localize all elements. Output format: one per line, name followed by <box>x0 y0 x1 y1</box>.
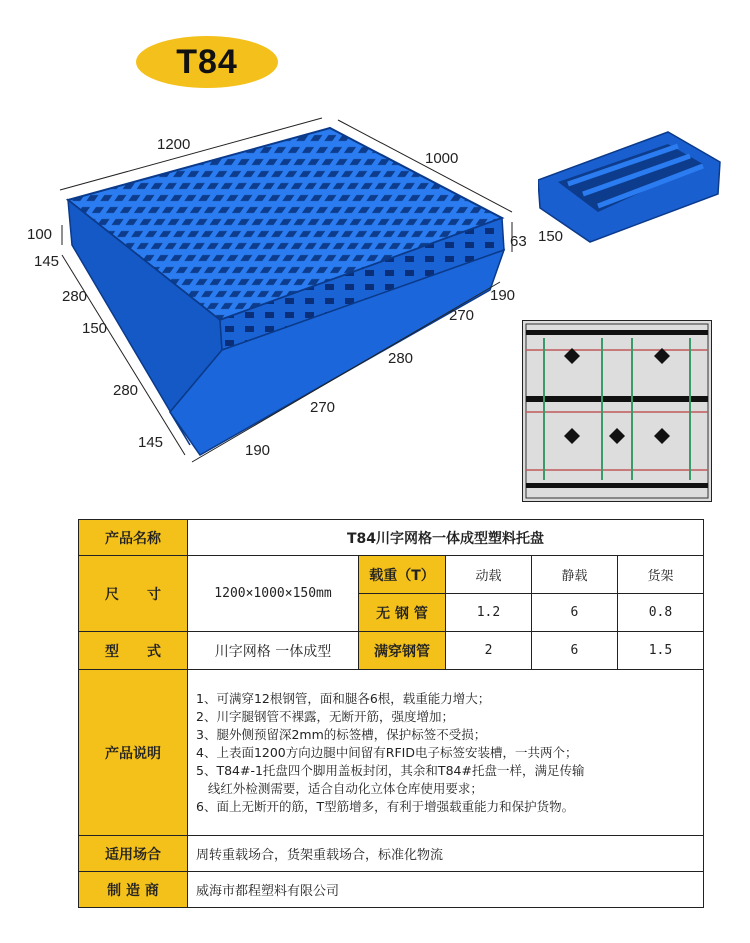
maker-label: 制 造 商 <box>79 872 188 908</box>
dim-left-height: 100 <box>27 226 53 243</box>
no-pipe-rack: 0.8 <box>617 594 703 632</box>
usage-label: 适用场合 <box>79 836 188 872</box>
full-pipe-static: 6 <box>531 632 617 670</box>
dim-left-span-4: 280 <box>113 382 139 399</box>
product-name-label: 产品名称 <box>79 520 188 556</box>
table-row-type <box>79 632 704 670</box>
maker-value: 威海市都程塑料有限公司 <box>188 872 704 908</box>
size-value: 1200×1000×150mm <box>188 556 359 632</box>
size-label: 尺 寸 <box>79 556 188 632</box>
dim-front-span-5: 190 <box>490 287 516 304</box>
pallet-xray-thumbnail <box>522 320 712 502</box>
desc-line: 3、腿外侧预留深2mm的标签槽，保护标签不受损； <box>196 726 487 742</box>
desc-line: 2、川字腿钢管不裸露，无断开筋，强度增加； <box>196 708 454 724</box>
full-pipe-label: 满穿钢管 <box>359 632 446 670</box>
load-header-static: 静载 <box>531 556 617 594</box>
load-label: 载重（T） <box>359 556 446 594</box>
dim-right-height-b: 150 <box>538 228 564 245</box>
dim-front-span-4: 270 <box>449 307 475 324</box>
load-header-dynamic: 动载 <box>446 556 532 594</box>
table-row-size <box>79 556 704 594</box>
dim-top-length: 1200 <box>157 136 191 153</box>
dim-front-span-3: 280 <box>388 350 414 367</box>
dim-left-span-1: 145 <box>34 253 60 270</box>
no-pipe-dynamic: 1.2 <box>446 594 532 632</box>
product-name-value: T84川字网格一体成型塑料托盘 <box>188 520 704 556</box>
dim-left-span-2: 280 <box>62 288 88 305</box>
dim-left-span-3: 150 <box>82 320 108 337</box>
full-pipe-rack: 1.5 <box>617 632 703 670</box>
table-row-maker <box>79 872 704 908</box>
dim-front-span-1: 190 <box>245 442 271 459</box>
model-badge: T84 <box>136 36 278 88</box>
desc-line: 1、可满穿12根钢管，面和腿各6根，载重能力增大； <box>196 690 491 706</box>
pallet-underside-thumbnail <box>538 122 728 272</box>
table-row-usage <box>79 836 704 872</box>
dim-right-height-a: 63 <box>510 233 527 250</box>
usage-value: 周转重载场合，货架重载场合，标准化物流 <box>188 836 704 872</box>
desc-line: 5、T84#-1托盘四个脚用盖板封闭，其余和T84#托盘一样，满足传输 <box>196 762 585 778</box>
full-pipe-dynamic: 2 <box>446 632 532 670</box>
dim-front-span-2: 270 <box>310 399 336 416</box>
spec-table <box>78 519 704 908</box>
type-value: 川字网格 一体成型 <box>188 632 359 670</box>
desc-line: 4、上表面1200方向边腿中间留有RFID电子标签安装槽，一共两个； <box>196 744 578 760</box>
desc-line: 线红外检测需要，适合自动化立体仓库使用要求； <box>196 780 483 796</box>
dim-left-span-5: 145 <box>138 434 164 451</box>
table-row-description <box>79 670 704 836</box>
no-pipe-label: 无 钢 管 <box>359 594 446 632</box>
description-label: 产品说明 <box>79 670 188 836</box>
no-pipe-static: 6 <box>531 594 617 632</box>
table-row-title <box>79 520 704 556</box>
dim-top-width: 1000 <box>425 150 459 167</box>
type-label: 型 式 <box>79 632 188 670</box>
desc-line: 6、面上无断开的筋，T型筋增多，有利于增强载重能力和保护货物。 <box>196 798 575 814</box>
description-value <box>188 670 704 836</box>
load-header-rack: 货架 <box>617 556 703 594</box>
